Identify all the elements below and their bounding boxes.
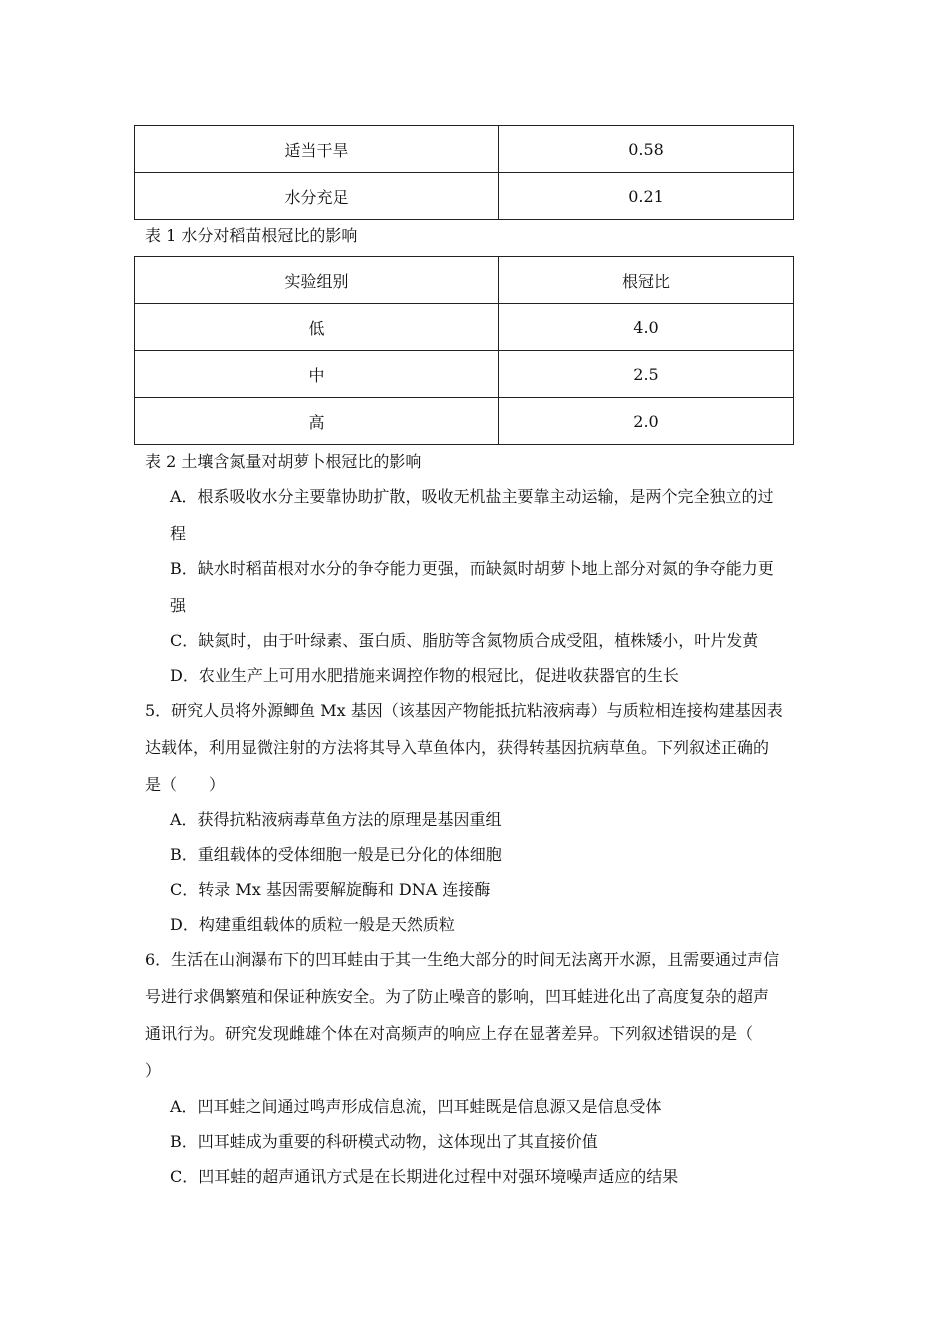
- table-header-group: 实验组别: [135, 257, 499, 304]
- table-row: [135, 173, 794, 220]
- table-cell-ratio: 0.58: [499, 126, 794, 173]
- q5-option-d: D．构建重组载体的质粒一般是天然质粒: [170, 915, 455, 934]
- table-cell-ratio: 0.21: [499, 173, 794, 220]
- table-header-row: [135, 257, 794, 304]
- q6-stem-line2: 号进行求偶繁殖和保证种族安全。为了防止噪音的影响，凹耳蛙进化出了高度复杂的超声: [145, 987, 770, 1006]
- q5-stem-line1: 5．研究人员将外源鲫鱼 Mx 基因（该基因产物能抵抗粘液病毒）与质粒相连接构建基因表: [145, 701, 783, 720]
- table-header-ratio: 根冠比: [499, 257, 794, 304]
- table-cell-group: 中: [135, 351, 499, 398]
- table-row: [135, 398, 794, 445]
- table-cell-ratio: 2.5: [499, 351, 794, 398]
- table-cell-ratio: 4.0: [499, 304, 794, 351]
- q4-option-a-line1: A．根系吸收水分主要靠协助扩散，吸收无机盐主要靠主动运输，是两个完全独立的过: [170, 487, 774, 506]
- q4-option-d: D．农业生产上可用水肥措施来调控作物的根冠比，促进收获器官的生长: [170, 666, 679, 685]
- q4-option-b-line2: 强: [170, 596, 187, 615]
- table-cell-group: 低: [135, 304, 499, 351]
- q4-option-b-line1: B．缺水时稻苗根对水分的争夺能力更强，而缺氮时胡萝卜地上部分对氮的争夺能力更: [170, 559, 774, 578]
- q4-option-a-line2: 程: [170, 524, 187, 543]
- table-water-effect: [134, 125, 794, 220]
- table-row: [135, 351, 794, 398]
- q5-option-b: B．重组载体的受体细胞一般是已分化的体细胞: [170, 845, 502, 864]
- table-cell-group: 高: [135, 398, 499, 445]
- q6-option-c: C．凹耳蛙的超声通讯方式是在长期进化过程中对强环境噪声适应的结果: [170, 1167, 679, 1186]
- q5-option-c: C．转录 Mx 基因需要解旋酶和 DNA 连接酶: [170, 880, 491, 899]
- table-row: [135, 304, 794, 351]
- table-1-caption: 表 1 水分对稻苗根冠比的影响: [145, 226, 358, 245]
- table-row: [135, 126, 794, 173]
- q6-stem-line4: ）: [145, 1061, 162, 1080]
- table-cell-ratio: 2.0: [499, 398, 794, 445]
- table-nitrogen-effect: [134, 256, 794, 445]
- q6-stem-line3: 通讯行为。研究发现雌雄个体在对高频声的响应上存在显著差异。下列叙述错误的是（: [145, 1024, 754, 1043]
- q6-option-a: A．凹耳蛙之间通过鸣声形成信息流，凹耳蛙既是信息源又是信息受体: [170, 1097, 662, 1116]
- q6-stem-line1: 6．生活在山涧瀑布下的凹耳蛙由于其一生绝大部分的时间无法离开水源，且需要通过声信: [145, 950, 780, 969]
- q5-stem-line2: 达载体，利用显微注射的方法将其导入草鱼体内，获得转基因抗病草鱼。下列叙述正确的: [145, 738, 770, 757]
- table-cell-group: 水分充足: [135, 173, 499, 220]
- table-2-caption: 表 2 土壤含氮量对胡萝卜根冠比的影响: [145, 452, 422, 471]
- q6-option-b: B．凹耳蛙成为重要的科研模式动物，这体现出了其直接价值: [170, 1132, 598, 1151]
- table-cell-group: 适当干旱: [135, 126, 499, 173]
- q4-option-c: C．缺氮时，由于叶绿素、蛋白质、脂肪等含氮物质合成受阻，植株矮小，叶片发黄: [170, 631, 759, 650]
- q5-option-a: A．获得抗粘液病毒草鱼方法的原理是基因重组: [170, 810, 502, 829]
- q5-stem-line3: 是（ ）: [145, 775, 226, 794]
